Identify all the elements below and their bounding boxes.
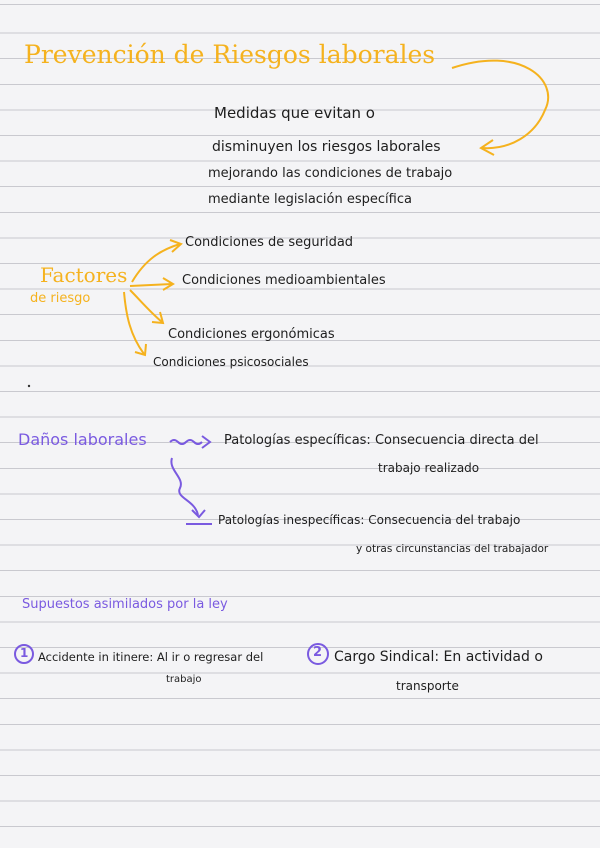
patologias-especificas-line-2: trabajo realizado bbox=[378, 461, 480, 475]
danos-squiggle-arrow bbox=[170, 440, 202, 444]
factores-arrowhead-4 bbox=[135, 344, 146, 355]
factores-arrowhead-2 bbox=[163, 278, 173, 290]
factores-arrow-2 bbox=[130, 284, 172, 286]
danos-down-arrow bbox=[171, 458, 198, 515]
item-1-line-2: trabajo bbox=[166, 674, 202, 685]
patologias-inespecificas-line-2: y otras circunstancias del trabajador bbox=[356, 543, 549, 555]
definition-line-4: mediante legislación específica bbox=[208, 192, 412, 207]
stray-dot bbox=[28, 385, 30, 387]
factor-item-psicosociales: Condiciones psicosociales bbox=[153, 355, 309, 369]
factores-arrow-4 bbox=[124, 292, 144, 354]
factores-arrow-1 bbox=[132, 244, 180, 282]
factores-arrow-3 bbox=[130, 290, 162, 322]
title-arrowhead bbox=[481, 140, 494, 155]
factor-item-ergonomicas: Condiciones ergonómicas bbox=[168, 327, 335, 342]
factor-item-medioambientales: Condiciones medioambientales bbox=[182, 273, 386, 288]
factores-label: Factores bbox=[40, 263, 128, 287]
definition-line-3: mejorando las condiciones de trabajo bbox=[208, 166, 453, 181]
definition-line-1: Medidas que evitan o bbox=[214, 104, 375, 122]
page-title: Prevención de Riesgos laborales bbox=[24, 40, 436, 69]
definition-line-2: disminuyen los riesgos laborales bbox=[212, 139, 441, 155]
factor-item-seguridad: Condiciones de seguridad bbox=[185, 235, 354, 250]
patologias-especificas-line-1: Patologías específicas: Consecuencia directa del bbox=[224, 433, 539, 448]
danos-label: Daños laborales bbox=[18, 430, 147, 449]
item-2-line-2: transporte bbox=[396, 679, 459, 693]
factores-sublabel: de riesgo bbox=[30, 291, 91, 306]
item-2-number: 2 bbox=[313, 645, 323, 660]
patologias-inespecificas-line-1: Patologías inespecíficas: Consecuencia del trabajo bbox=[218, 513, 521, 527]
supuestos-heading: Supuestos asimilados por la ley bbox=[22, 597, 228, 612]
danos-down-arrowhead bbox=[192, 510, 205, 517]
factores-arrowhead-3 bbox=[152, 312, 163, 323]
item-1-number: 1 bbox=[20, 646, 29, 660]
factores-arrowhead-1 bbox=[170, 240, 181, 252]
title-to-definition-arrow bbox=[452, 61, 548, 149]
danos-arrowhead bbox=[202, 436, 210, 448]
item-2-line-1: Cargo Sindical: En actividad o bbox=[334, 649, 543, 665]
item-1-line-1: Accidente in itinere: Al ir o regresar del bbox=[38, 650, 264, 664]
